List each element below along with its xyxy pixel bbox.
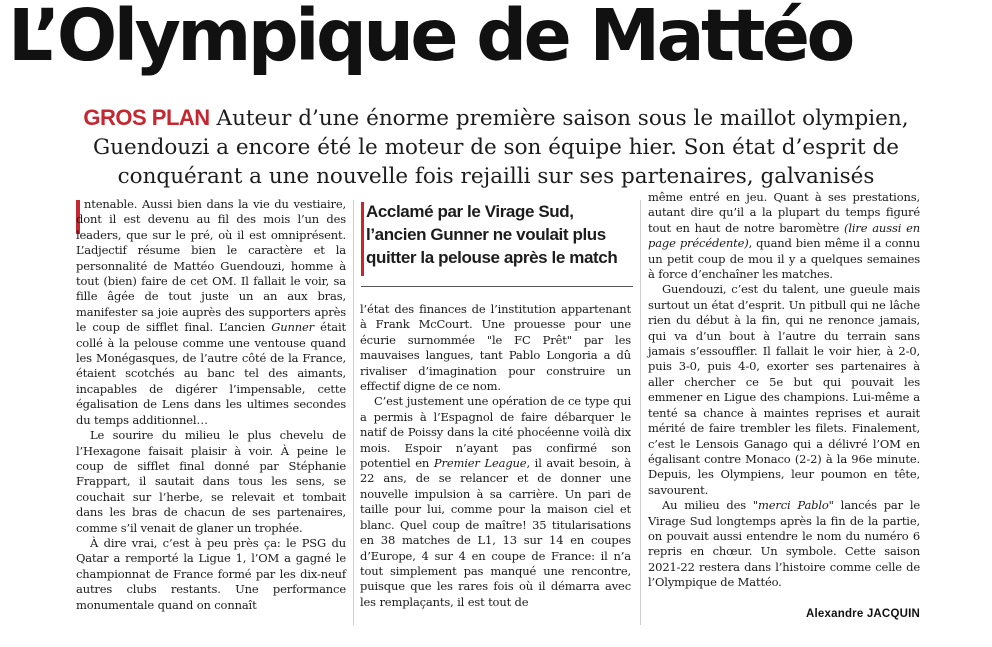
paragraph: même entré en jeu. Quant à ses prestations, autant dire qu’il a la plupart du temps figuré tout en haut de notre baromètre (lire aussi en page précédente), quand bien même il a connu un petit coup de mou il y a quelques semaines à force d’enchaîner les matches.: [648, 190, 921, 282]
pullquote: Acclamé par le Virage Sud, l’ancien Gunner ne voulait plus quitter la pelouse après le match: [366, 202, 618, 267]
pullquote-accent: [361, 202, 364, 276]
quoted-chant: "merci Pablo": [752, 498, 834, 513]
paragraph: l’état des finances de l’institution appartenant à Frank McCourt. Une prouesse pour une écurie surnommée "le FC Prêt" par les mauvaises langues, tant Pablo Longoria a dû rivaliser d’imagination pour construire un effectif digne de ce nom.: [360, 302, 631, 394]
article-column-1: [76, 197, 346, 613]
headline: L’Olympique de Mattéo: [8, 0, 852, 77]
article-column-2: [360, 302, 631, 610]
italic-term: Gunner: [271, 320, 315, 335]
column-divider: [640, 200, 641, 625]
paragraph: Le sourire du milieu le plus chevelu de l’Hexagone faisait plaisir à voir. À peine le coup de sifflet final donné par Stéphanie Frappart, il sautait dans tous les sens, se couchait sur l’herbe, se relevait et tombait dans les bras de chacun de ses partenaires, comme s’il venait de glaner un trophée.: [76, 428, 346, 535]
paragraph: C’est justement une opération de ce type qui a permis à l’Espagnol de faire débarquer le natif de Poissy dans la cité phocéenne voilà dix mois. Espoir n’ayant pas confirmé son potentiel en Premier League, il avait besoin, à 22 ans, de se relancer et de donner une nouvelle impulsion à sa carrière. Un pari de taille pour lui, comme pour la maison ciel et blanc. Quel coup de maître! 35 titularisations en 38 matches de L1, 13 sur 14 en coupes d’Europe, 4 sur 4 en coupe de France: il n’a tout simplement pas manqué une rencontre, puisque que les rares fois où il démarra avec les remplaçants, il est tout de: [360, 394, 631, 609]
pullquote-rule: [361, 286, 633, 287]
italic-term: Premier League: [433, 456, 527, 471]
paragraph: ntenable. Aussi bien dans la vie du vestiaire, dont il est devenu au fil des mois l’un des leaders, que sur le pré, où il est omniprésent. L’adjectif résume bien le caractère et la personnalité de Mattéo Guendouzi, homme à tout (bien) faire de cet OM. Il fallait le voir, sa fille âgée de tout juste un an aux bras, manifester sa joie auprès des supporters après le coup de sifflet final. L’ancien Gunner était collé à la pelouse comme une ventouse quand les Monégasques, de l’autre côté de la France, étaient scotchés au banc tel des aimants, incapables de digérer l’impensable, cette égalisation de Lens dans les ultimes secondes du temps additionnel…: [76, 197, 346, 427]
paragraph: Au milieu des "merci Pablo" lancés par le Virage Sud longtemps après la fin de la partie, on pouvait aussi entendre le nom du numéro 6 repris en chœur. Un symbole. Cette saison 2021-22 restera dans l’histoire comme celle de l’Olympique de Mattéo.: [648, 498, 920, 590]
paragraph: Guendouzi, c’est du talent, une gueule mais surtout un état d’esprit. Un pitbull qui ne lâche rien du début à la fin, qui ne renonce jamais, qui va d’un bout à l’autre du terrain sans jamais s’essouffler. Il fallait le voir hier, à 2-0, puis 3-0, puis 4-0, exorter ses partenaires à aller chercher ce 5e but qui pouvait les emmener en Ligue des champions. Lui-même a tenté sa chance à maintes reprises et aurait mérité de faire trembler les filets. Finalement, c’est le Lensois Ganago qui a délivré l’OM en égalisant contre Monaco (2-2) à la 96e minute. Depuis, les Olympiens, leur poumon en tête, savourent.: [648, 282, 920, 497]
standfirst: [40, 103, 952, 191]
byline: Alexandre JACQUIN: [806, 608, 920, 620]
column-divider: [353, 200, 354, 625]
page-reference: (lire aussi en page précédente): [648, 220, 920, 251]
paragraph: À dire vrai, c’est à peu près ça: le PSG du Qatar a remporté la Ligue 1, l’OM a gagné le championnat de France formé par les dix-neuf autres clubs restants. Une performance monumentale quand on connaît: [76, 535, 346, 612]
kicker-label: GROS PLAN: [83, 105, 210, 130]
standfirst-text: Auteur d’une énorme première saison sous le maillot olympien, Guendouzi a encore été le moteur de son équipe hier. Son état d’esprit de conquérant a une nouvelle fois rejailli sur ses partenaires, galvanisés: [92, 106, 909, 189]
article-column-3: [648, 190, 920, 591]
